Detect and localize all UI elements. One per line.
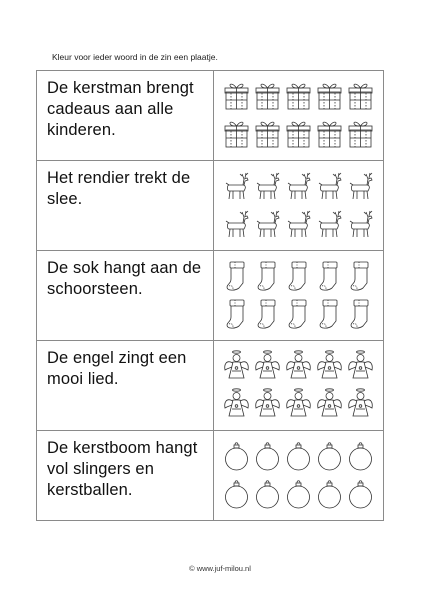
ornament-icon[interactable] <box>347 439 374 473</box>
sentence-text: De kerstboom hangt vol slingers en kerstballen. <box>47 439 198 499</box>
reindeer-icon[interactable] <box>347 169 374 203</box>
sentence-cell <box>37 161 214 251</box>
ornament-icon[interactable] <box>223 439 250 473</box>
reindeer-icon[interactable] <box>316 207 343 241</box>
gift-icon[interactable] <box>254 79 281 113</box>
reindeer-icon[interactable] <box>285 169 312 203</box>
reindeer-icon[interactable] <box>254 207 281 241</box>
reindeer-icon[interactable] <box>316 169 343 203</box>
picture-cell[interactable] <box>214 431 384 521</box>
sentence-cell <box>37 71 214 161</box>
sentence-cell <box>37 431 214 521</box>
picture-grid <box>214 71 383 160</box>
picture-grid <box>214 251 383 340</box>
picture-cell[interactable] <box>214 251 384 341</box>
angel-icon[interactable] <box>347 349 374 383</box>
ornament-icon[interactable] <box>316 477 343 511</box>
stocking-icon[interactable] <box>285 297 312 331</box>
sentence-text: De engel zingt een mooi lied. <box>47 349 187 388</box>
table-row <box>37 431 384 521</box>
table-row <box>37 341 384 431</box>
stocking-icon[interactable] <box>254 259 281 293</box>
ornament-icon[interactable] <box>285 439 312 473</box>
stocking-icon[interactable] <box>254 297 281 331</box>
table-row <box>37 161 384 251</box>
picture-cell[interactable] <box>214 161 384 251</box>
instruction-text: Kleur voor ieder woord in de zin een plaatje. <box>52 52 218 62</box>
reindeer-icon[interactable] <box>285 207 312 241</box>
gift-icon[interactable] <box>285 117 312 151</box>
ornament-icon[interactable] <box>254 477 281 511</box>
angel-icon[interactable] <box>285 387 312 421</box>
angel-icon[interactable] <box>223 387 250 421</box>
copyright-footer: © www.juf-milou.nl <box>189 564 251 573</box>
angel-icon[interactable] <box>316 387 343 421</box>
sentence-text: Het rendier trekt de slee. <box>47 169 191 208</box>
sentence-cell <box>37 341 214 431</box>
ornament-icon[interactable] <box>254 439 281 473</box>
stocking-icon[interactable] <box>347 259 374 293</box>
gift-icon[interactable] <box>347 79 374 113</box>
picture-grid <box>214 161 383 250</box>
angel-icon[interactable] <box>285 349 312 383</box>
reindeer-icon[interactable] <box>254 169 281 203</box>
sentence-text: De sok hangt aan de schoorsteen. <box>47 259 202 298</box>
angel-icon[interactable] <box>223 349 250 383</box>
table-row <box>37 71 384 161</box>
angel-icon[interactable] <box>316 349 343 383</box>
picture-grid <box>214 341 383 430</box>
ornament-icon[interactable] <box>223 477 250 511</box>
stocking-icon[interactable] <box>316 259 343 293</box>
gift-icon[interactable] <box>223 79 250 113</box>
ornament-icon[interactable] <box>347 477 374 511</box>
stocking-icon[interactable] <box>223 259 250 293</box>
picture-cell[interactable] <box>214 341 384 431</box>
gift-icon[interactable] <box>316 117 343 151</box>
worksheet-table <box>36 70 384 521</box>
reindeer-icon[interactable] <box>347 207 374 241</box>
gift-icon[interactable] <box>254 117 281 151</box>
picture-cell[interactable] <box>214 71 384 161</box>
reindeer-icon[interactable] <box>223 169 250 203</box>
sentence-text: De kerstman brengt cadeaus aan alle kinderen. <box>47 79 194 139</box>
angel-icon[interactable] <box>254 387 281 421</box>
stocking-icon[interactable] <box>223 297 250 331</box>
sentence-cell <box>37 251 214 341</box>
gift-icon[interactable] <box>285 79 312 113</box>
stocking-icon[interactable] <box>347 297 374 331</box>
angel-icon[interactable] <box>254 349 281 383</box>
stocking-icon[interactable] <box>316 297 343 331</box>
angel-icon[interactable] <box>347 387 374 421</box>
gift-icon[interactable] <box>316 79 343 113</box>
reindeer-icon[interactable] <box>223 207 250 241</box>
table-row <box>37 251 384 341</box>
gift-icon[interactable] <box>223 117 250 151</box>
gift-icon[interactable] <box>347 117 374 151</box>
ornament-icon[interactable] <box>285 477 312 511</box>
stocking-icon[interactable] <box>285 259 312 293</box>
ornament-icon[interactable] <box>316 439 343 473</box>
picture-grid <box>214 431 383 520</box>
